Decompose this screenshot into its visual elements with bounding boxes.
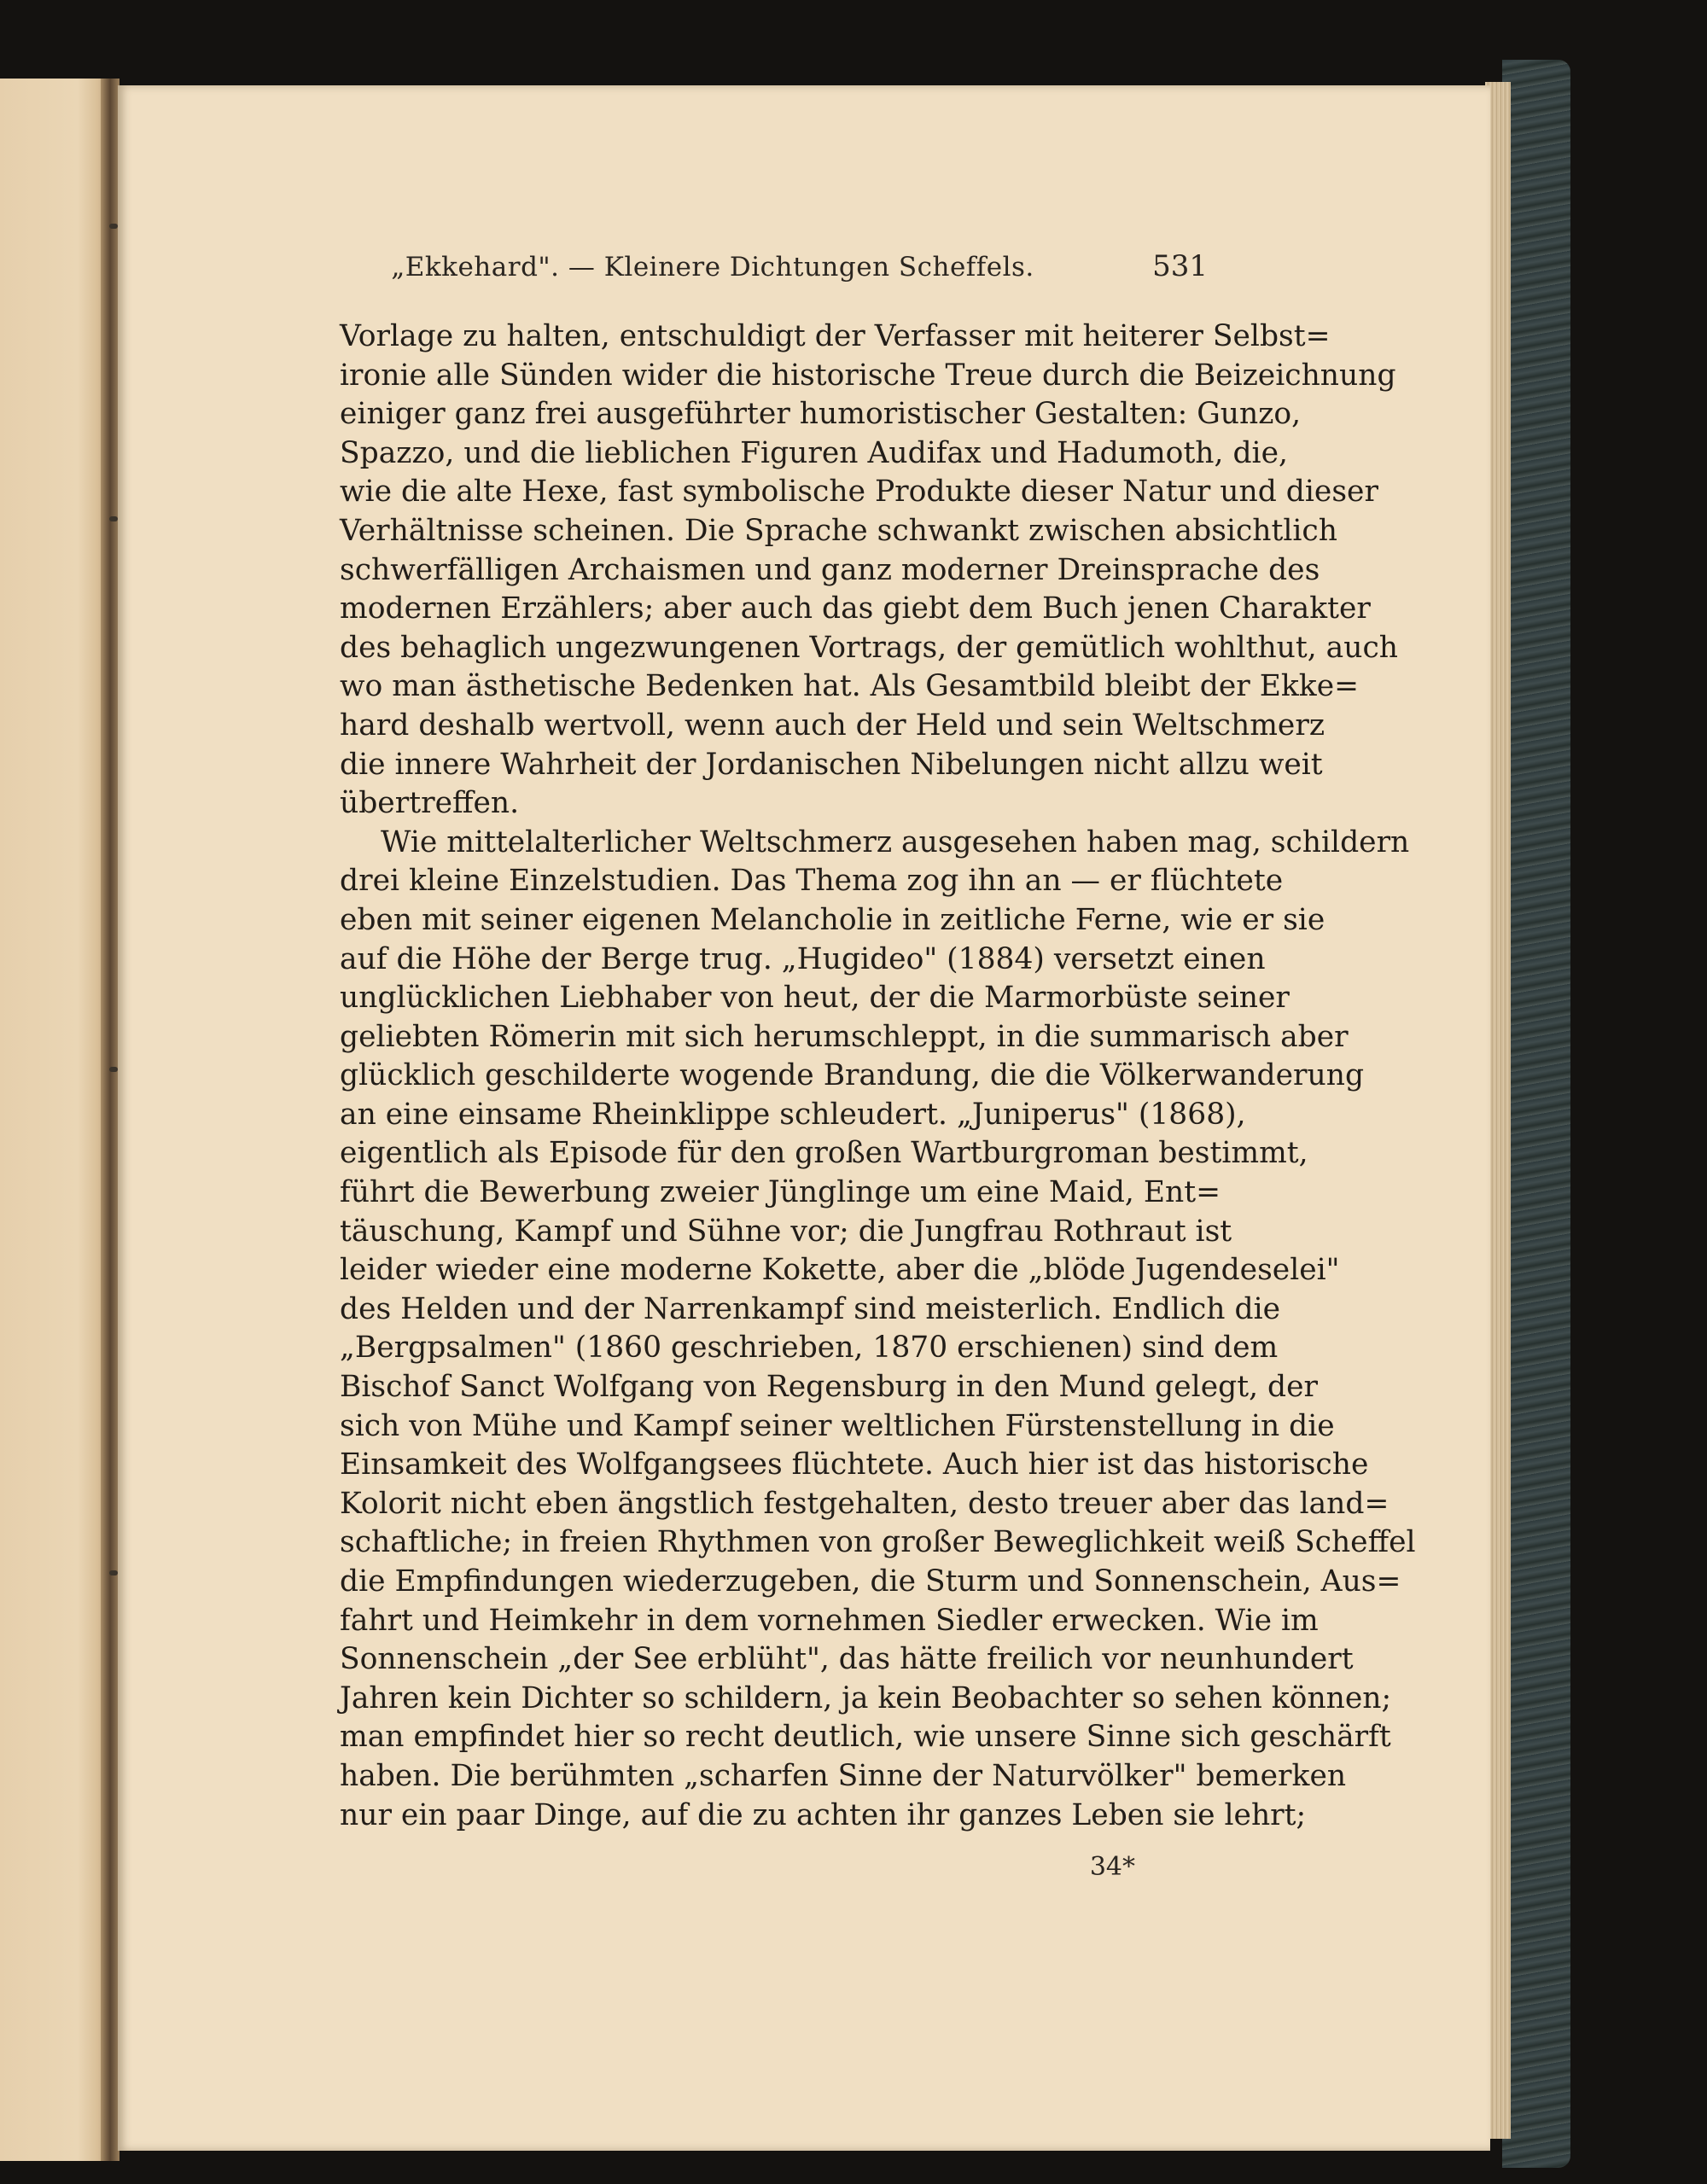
text-line: hard deshalb wertvoll, wenn auch der Held und sein Weltschmerz <box>340 708 1325 743</box>
signature-mark: 34* <box>1089 1852 1135 1882</box>
text-line: drei kleine Einzelstudien. Das Thema zog ihn an — er flüchtete <box>340 864 1284 899</box>
text-line: Kolorit nicht eben ängstlich festgehalten, desto treuer aber das land= <box>340 1486 1389 1521</box>
text-line: wie die alte Hexe, fast symbolische Produkte dieser Natur und dieser <box>340 475 1378 510</box>
text-line: schwerfälligen Archaismen und ganz moderner Dreinsprache des <box>340 552 1320 587</box>
text-line: modernen Erzählers; aber auch das giebt dem Buch jenen Charakter <box>340 591 1371 626</box>
text-line: die Empfindungen wiederzugeben, die Sturm und Sonnenschein, Aus= <box>340 1564 1401 1599</box>
text-line: des behaglich ungezwungenen Vortrags, der gemütlich wohlthut, auch <box>340 630 1399 665</box>
text-line: eigentlich als Episode für den großen Wartburgroman bestimmt, <box>340 1136 1308 1171</box>
text-line: Sonnenschein „der See erblüht", das hätte freilich vor neunhundert <box>340 1642 1354 1677</box>
text-line: leider wieder eine moderne Kokette, aber die „blöde Jugendeselei" <box>340 1253 1340 1288</box>
paragraph-1 <box>340 317 1399 824</box>
binding-mark <box>109 1067 118 1072</box>
book-cover <box>1502 60 1570 2168</box>
paragraph-2 <box>340 824 1416 1835</box>
text-line: Jahren kein Dichter so schildern, ja kein Beobachter so sehen können; <box>340 1680 1392 1715</box>
text-line: eben mit seiner eigenen Melancholie in zeitliche Ferne, wie er sie <box>340 902 1325 937</box>
text-line: Vorlage zu halten, entschuldigt der Verfasser mit heiterer Selbst= <box>340 319 1331 353</box>
text-line: Spazzo, und die lieblichen Figuren Audifax und Hadumoth, die, <box>340 435 1288 470</box>
text-line: einiger ganz frei ausgeführter humoristischer Gestalten: Gunzo, <box>340 397 1302 432</box>
text-line: fahrt und Heimkehr in dem vornehmen Siedler erwecken. Wie im <box>340 1603 1319 1638</box>
page-number: 531 <box>1152 249 1208 283</box>
text-line: die innere Wahrheit der Jordanischen Nibelungen nicht allzu weit <box>340 747 1323 782</box>
text-line: schaftliche; in freien Rhythmen von großer Beweglichkeit weiß Scheffel <box>340 1525 1416 1560</box>
text-line: Einsamkeit des Wolfgangsees flüchtete. Auch hier ist das historische <box>340 1447 1369 1482</box>
text-line: Wie mittelalterlicher Weltschmerz ausgesehen haben mag, schildern <box>381 824 1410 859</box>
text-line: man empfindet hier so recht deutlich, wie unsere Sinne sich geschärft <box>340 1720 1391 1755</box>
text-line: Bischof Sanct Wolfgang von Regensburg in den Mund gelegt, der <box>340 1370 1318 1405</box>
text-line: Verhältnisse scheinen. Die Sprache schwankt zwischen absichtlich <box>340 513 1337 548</box>
body-text <box>340 317 1416 1835</box>
text-line: „Bergpsalmen" (1860 geschrieben, 1870 erschienen) sind dem <box>340 1331 1279 1366</box>
text-line: auf die Höhe der Berge trug. „Hugideo" (1884) versetzt einen <box>340 941 1266 976</box>
text-line: geliebten Römerin mit sich herumschleppt, in die summarisch aber <box>340 1019 1349 1054</box>
running-head: „Ekkehard". — Kleinere Dichtungen Scheffels. <box>391 252 1034 282</box>
text-line: unglücklichen Liebhaber von heut, der die Marmorbüste seiner <box>340 981 1290 1016</box>
text-line: täuschung, Kampf und Sühne vor; die Jungfrau Rothraut ist <box>340 1214 1232 1249</box>
left-page-edge <box>0 79 111 2161</box>
text-line: sich von Mühe und Kampf seiner weltlichen Fürstenstellung in die <box>340 1408 1335 1443</box>
binding-mark <box>109 224 118 229</box>
book-gutter <box>101 79 119 2161</box>
text-line: führt die Bewerbung zweier Jünglinge um eine Maid, Ent= <box>340 1175 1221 1210</box>
text-line: wo man ästhetische Bedenken hat. Als Gesamtbild bleibt der Ekke= <box>340 669 1360 704</box>
text-line: glücklich geschilderte wogende Brandung, die die Völkerwanderung <box>340 1058 1365 1093</box>
binding-mark <box>109 516 118 521</box>
text-line: des Helden und der Narrenkampf sind meisterlich. Endlich die <box>340 1291 1281 1326</box>
text-line: ironie alle Sünden wider die historische Treue durch die Beizeichnung <box>340 358 1396 393</box>
text-line: an eine einsame Rheinklippe schleudert. „Juniperus" (1868), <box>340 1097 1246 1132</box>
text-line: übertreffen. <box>340 786 520 821</box>
text-line: nur ein paar Dinge, auf die zu achten ihr ganzes Leben sie lehrt; <box>340 1797 1307 1832</box>
binding-mark <box>109 1570 118 1575</box>
text-line: haben. Die berühmten „scharfen Sinne der Naturvölker" bemerken <box>340 1758 1347 1793</box>
